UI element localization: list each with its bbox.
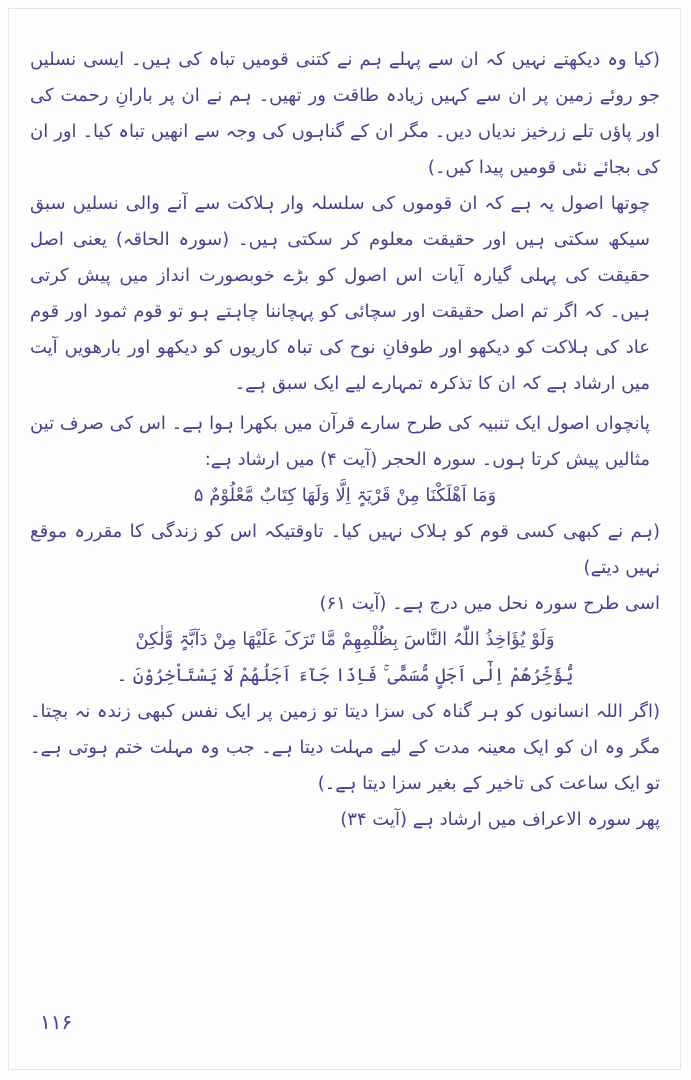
handwritten-text-block xyxy=(30,42,660,838)
paragraph-3: پانچواں اصول ایک تنبیہ کی طرح سارے قرآن میں بکھرا ہوا ہے۔ اس کی صرف تین مثالیں پیش کرتا ہوں۔ سورہ الحجر (آیت ۴) میں ارشاد ہے: xyxy=(30,413,650,470)
paragraph-2: چوتھا اصول یہ ہے کہ ان قوموں کی سلسلہ وار ہلاکت سے آنے والی نسلیں سبق سیکھ سکتی ہیں اور حقیقت معلوم کر سکتی ہیں۔ (سورہ الحاقہ) یعنی اصل حقیقت کی پہلی گیارہ آیات اس اصول کو بڑے خوبصورت انداز میں پیش کرتی ہیں۔ کہ اگر تم اصل حقیقت اور سچائی کو پہچاننا چاہتے ہو تو قوم ثمود اور قوم عاد کی ہلاکت کو دیکھو اور طوفانِ نوح کی تباہ کاریوں کو دیکھو اور بارھویں آیت میں ارشاد ہے کہ ان کا تذکرہ تمہارے لیے ایک سبق ہے۔ xyxy=(30,193,650,394)
paragraph-1: (کیا وہ دیکھتے نہیں کہ ان سے پہلے ہم نے کتنی قومیں تباہ کی ہیں۔ ایسی نسلیں جو روئے زمین پر ان سے کہیں زیادہ طاقت ور تھیں۔ ہم نے ان پر بارانِ رحمت کی اور پاؤں تلے زرخیز ندیاں دیں۔ مگر ان کے گناہوں کی وجہ سے انھیں تباہ کیا۔ اور ان کی بجائے نئی قومیں پیدا کیں۔) xyxy=(30,49,660,178)
reference-surah-araf: پھر سورہ الاعراف میں ارشاد ہے (آیت ۳۴) xyxy=(340,809,660,830)
quran-quote-1: وَمَا اَھْلَکْنَا مِنْ قَرْیَۃٍ اِلَّا وَلَھَا کِتَابٌ مَّعْلُوْمٌ ۵ xyxy=(193,485,497,506)
quran-quote-2-line-2: یُّؤَخِّرُھُمْ اِلٰٓی اَجَلٍ مُّسَمًّی ۚ فَاِذَا جَآءَ اَجَلُھُمْ لَا یَسْتَاْخِرُوْنَ ۔ xyxy=(116,665,574,686)
quote-1-translation: (ہم نے کبھی کسی قوم کو ہلاک نہیں کیا۔ تاوقتیکہ اس کو زندگی کا مقررہ موقع نہیں دیتے) xyxy=(30,521,660,578)
quran-quote-2-line-1: وَلَوْ یُؤَاخِذُ اللّٰہُ النَّاسَ بِظُلْمِھِمْ مَّا تَرَکَ عَلَیْھَا مِنْ دَآبَّۃٍ وَّلٰکِنْ xyxy=(135,629,555,650)
quote-2-translation: (اگر اللہ انسانوں کو ہر گناہ کی سزا دیتا تو زمین پر ایک نفس کبھی زندہ نہ بچتا۔ مگر وہ ان کو ایک معینہ مدت کے لیے مہلت دیتا ہے۔ جب وہ مہلت ختم ہوتی ہے۔ تو ایک ساعت کی تاخیر کے بغیر سزا دیتا ہے۔) xyxy=(30,701,660,794)
reference-surah-nahl: اسی طرح سورہ نحل میں درج ہے۔ (آیت ۶۱) xyxy=(319,593,660,614)
page-number: ۱۱۶ xyxy=(40,1010,73,1034)
